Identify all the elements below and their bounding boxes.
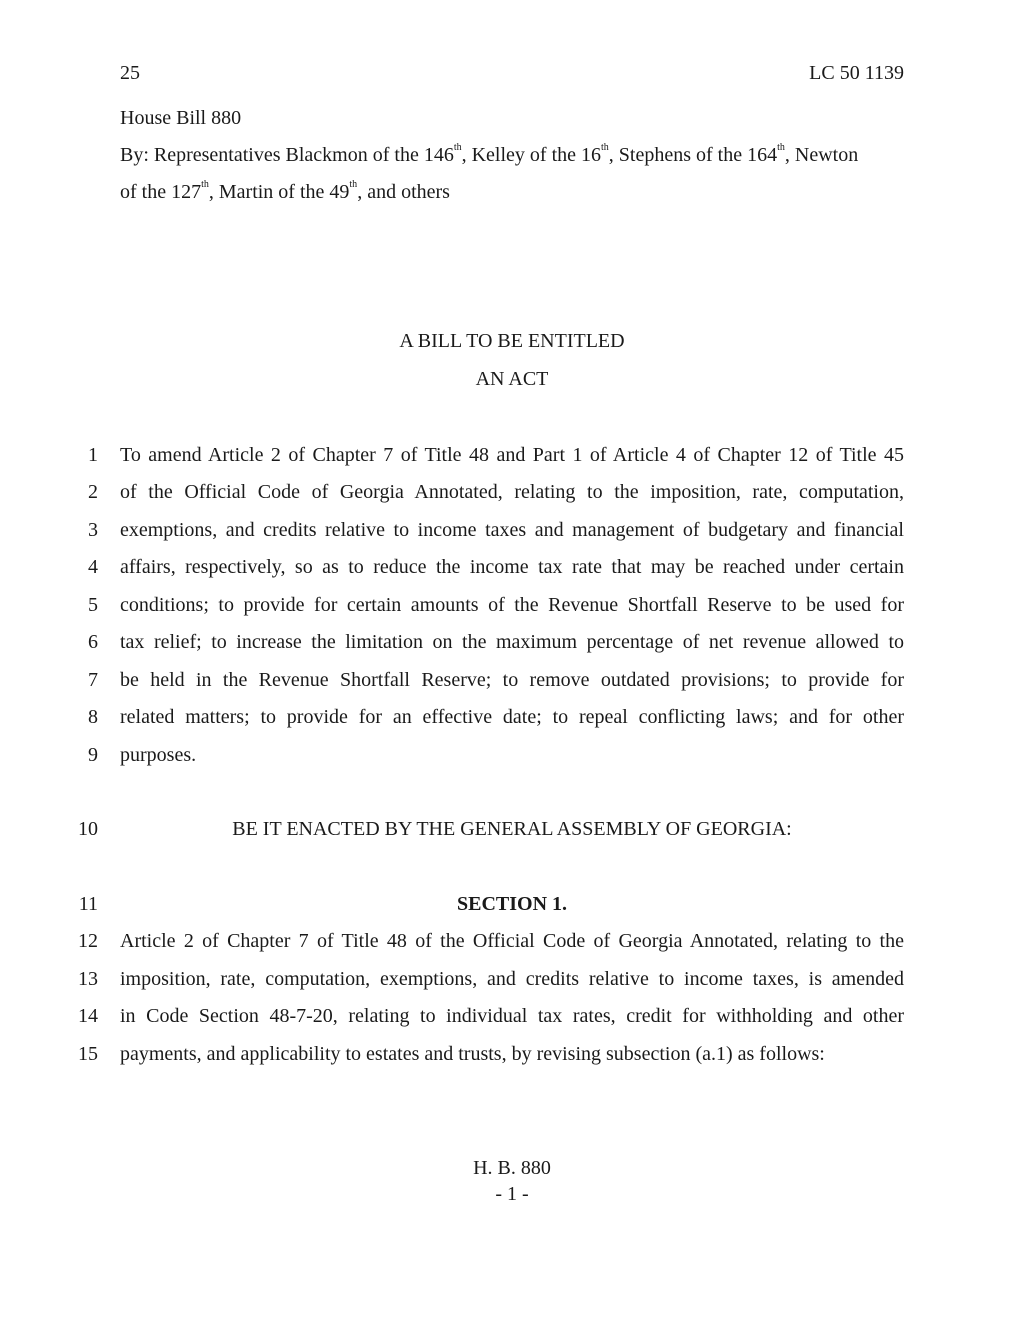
header-lc-number: LC 50 1139: [809, 62, 904, 84]
line-text: of the Official Code of Georgia Annotated, relating to the imposition, rate, computation,: [120, 481, 904, 503]
line-number: 8: [88, 706, 98, 728]
sponsors-text: , and others: [357, 181, 450, 203]
sponsors-text: , Kelley of the 16: [461, 144, 602, 166]
sponsors-line-2: [120, 181, 450, 204]
line-text: tax relief; to increase the limitation on the maximum percentage of net revenue allowed to: [120, 631, 904, 653]
line-text: related matters; to provide for an effective date; to repeal conflicting laws; and for other: [120, 706, 904, 728]
line-number: 4: [88, 556, 98, 578]
enacting-clause: BE IT ENACTED BY THE GENERAL ASSEMBLY OF GEORGIA:: [232, 818, 792, 840]
heading-bill-entitled: A BILL TO BE ENTITLED: [399, 330, 625, 352]
line-number: 3: [88, 519, 98, 541]
footer-bill-reference: H. B. 880: [473, 1157, 551, 1179]
line-number: 1: [88, 444, 98, 466]
sponsors-text: of the 127: [120, 181, 202, 203]
line-number: 10: [78, 818, 98, 840]
line-text: imposition, rate, computation, exemptions, and credits relative to income taxes, is amended: [120, 968, 904, 990]
line-number: 2: [88, 481, 98, 503]
line-text: exemptions, and credits relative to income taxes and management of budgetary and financial: [120, 519, 904, 541]
footer-page-number: - 1 -: [495, 1183, 529, 1205]
line-text: Article 2 of Chapter 7 of Title 48 of the Official Code of Georgia Annotated, relating to the: [120, 930, 904, 952]
header-session-number: 25: [120, 62, 140, 84]
sponsors-text: By: Representatives Blackmon of the 146: [120, 144, 454, 166]
line-number: 12: [78, 930, 98, 952]
line-number: 14: [78, 1005, 98, 1027]
line-text: affairs, respectively, so as to reduce the income tax rate that may be reached under certain: [120, 556, 904, 578]
line-text: conditions; to provide for certain amounts of the Revenue Shortfall Reserve to be used for: [120, 594, 904, 616]
line-number: 5: [88, 594, 98, 616]
ordinal-suffix: th: [201, 179, 209, 190]
line-text: be held in the Revenue Shortfall Reserve; to remove outdated provisions; to provide for: [120, 669, 904, 691]
line-number: 9: [88, 744, 98, 766]
ordinal-suffix: th: [777, 142, 785, 153]
line-number: 11: [78, 893, 98, 915]
line-number: 6: [88, 631, 98, 653]
ordinal-suffix: th: [453, 142, 462, 153]
sponsors-text: , Newton: [784, 144, 859, 166]
line-text: in Code Section 48-7-20, relating to individual tax rates, credit for withholding and other: [120, 1005, 904, 1027]
ordinal-suffix: th: [601, 142, 609, 153]
line-text: To amend Article 2 of Chapter 7 of Title 48 and Part 1 of Article 4 of Chapter 12 of Title 45: [120, 444, 904, 466]
line-number: 13: [78, 968, 98, 990]
sponsors-text: , Martin of the 49: [208, 181, 350, 203]
bill-title: House Bill 880: [120, 107, 242, 129]
ordinal-suffix: th: [349, 179, 358, 190]
line-number: 15: [78, 1043, 98, 1065]
line-number: 7: [88, 669, 98, 691]
line-text: purposes.: [120, 744, 197, 766]
section-title: SECTION 1.: [456, 893, 568, 915]
line-text: payments, and applicability to estates and trusts, by revising subsection (a.1) as follows:: [120, 1043, 825, 1065]
sponsors-line-1: [120, 144, 858, 167]
heading-an-act: AN ACT: [475, 368, 549, 390]
sponsors-text: , Stephens of the 164: [608, 144, 778, 166]
